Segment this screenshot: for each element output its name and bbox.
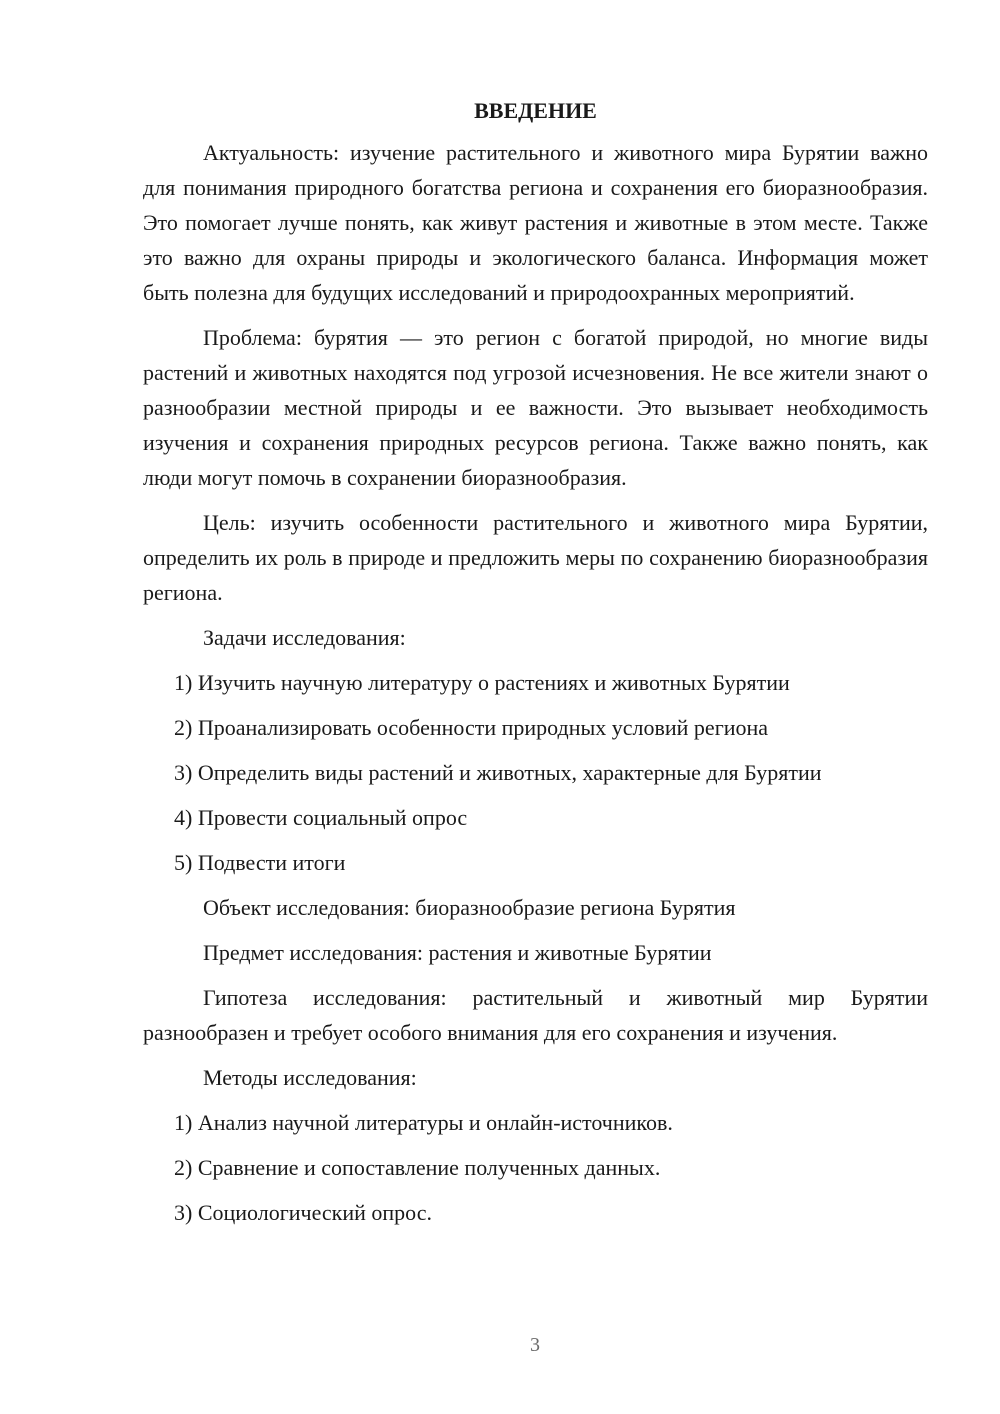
document-page [143,96,928,1240]
task-item: 1) Изучить научную литературу о растениях и животных Бурятии [174,670,790,695]
task-item: 3) Определить виды растений и животных, характерные для Бурятии [174,760,822,785]
task-item: 2) Проанализировать особенности природных условий региона [174,715,769,740]
task-item: 5) Подвести итоги [174,850,346,875]
methods-heading: Методы исследования: [203,1065,417,1090]
task-item: 4) Провести социальный опрос [174,805,468,830]
research-object: Объект исследования: биоразнообразие региона Бурятия [203,895,736,920]
method-item: 2) Сравнение и сопоставление полученных данных. [174,1155,661,1180]
method-item: 3) Социологический опрос. [174,1200,432,1225]
method-item: 1) Анализ научной литературы и онлайн-источников. [174,1110,673,1135]
page-number: 3 [530,1334,540,1356]
section-title: ВВЕДЕНИЕ [474,98,597,123]
goal-paragraph: Цель: изучить особенности растительного и животного мира Бурятии, определить их роль в природе и предложить меры по сохранению биоразнообразия региона. [143,510,928,605]
relevance-paragraph: Актуальность: изучение растительного и животного мира Бурятии важно для понимания природного богатства региона и сохранения его биоразнообразия. Это помогает лучше понять, как живут растения и животные в этом месте. Также это важно для охраны природы и экологического баланса. Информация может быть полезна для будущих исследований и природоохранных мероприятий. [143,140,928,305]
problem-paragraph: Проблема: бурятия — это регион с богатой природой, но многие виды растений и животных находятся под угрозой исчезновения. Не все жители знают о разнообразии местной природы и ее важности. Это вызывает необходимость изучения и сохранения природных ресурсов региона. Также важно понять, как люди могут помочь в сохранении биоразнообразия. [143,325,928,490]
hypothesis-paragraph: Гипотеза исследования: растительный и животный мир Бурятии разнообразен и требует особого внимания для его сохранения и изучения. [143,985,928,1045]
research-subject: Предмет исследования: растения и животные Бурятии [203,940,712,965]
tasks-heading: Задачи исследования: [203,625,406,650]
